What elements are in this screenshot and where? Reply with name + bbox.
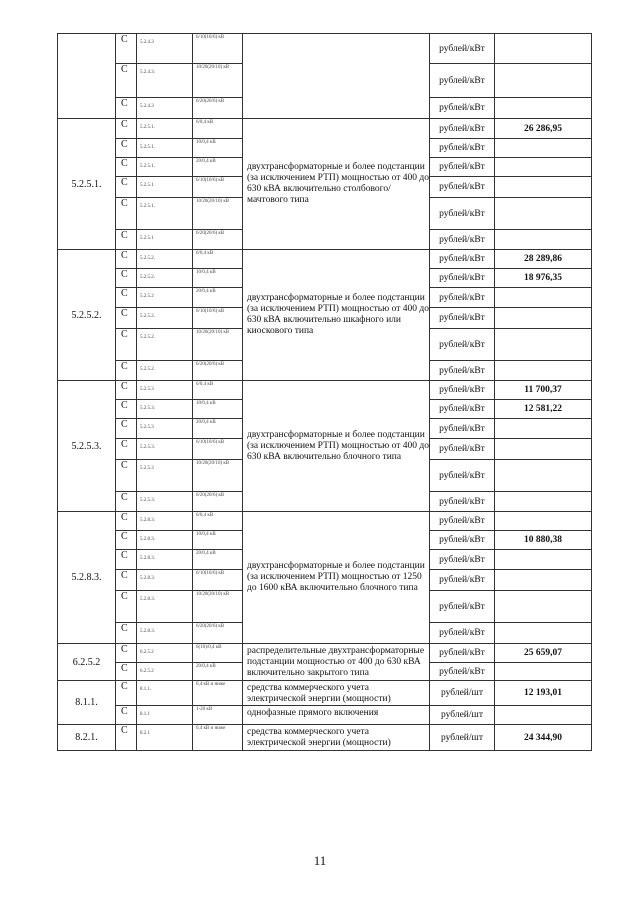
sub-code: 5.2.8.3. (137, 550, 193, 570)
voltage-level: 20/0,4 кВ (193, 158, 243, 177)
sub-code: 8.1.1. (137, 681, 193, 706)
voltage-level: 6(10)/0,4 кВ (193, 644, 243, 663)
unit-label: рублей/шт (430, 681, 495, 706)
voltage-level: 6/10(10/6) кВ (193, 570, 243, 591)
sub-code: 5.2.5.1 (137, 177, 193, 198)
category-prefix: C (116, 34, 137, 64)
tariff-value (495, 570, 592, 591)
tariff-value (495, 550, 592, 570)
voltage-level: 6/10(10/6) кВ (193, 34, 243, 64)
row-group-number: 5.2.5.3. (58, 381, 116, 512)
unit-label: рублей/шт (430, 725, 495, 751)
unit-label: рублей/кВт (430, 230, 495, 250)
sub-code: 5.2.5.1. (137, 198, 193, 230)
category-prefix: C (116, 460, 137, 492)
category-prefix: C (116, 531, 137, 550)
table-row (58, 644, 592, 663)
sub-code: 5.2.5.3. (137, 400, 193, 419)
tariff-value: 24 344,90 (495, 725, 592, 751)
row-group-number: 5.2.8.3. (58, 512, 116, 644)
sub-code: 5.2.4.3 (137, 34, 193, 64)
voltage-level: 10/0,4 кВ (193, 269, 243, 288)
voltage-level: 6/10(10/6) кВ (193, 439, 243, 460)
table-row (58, 725, 592, 751)
voltage-level: 10/20(20/10) кВ (193, 329, 243, 361)
sub-code: 5.2.5.1. (137, 139, 193, 158)
category-prefix: C (116, 177, 137, 198)
voltage-level: 0,4 кВ и ниже (193, 725, 243, 751)
unit-label: рублей/кВт (430, 623, 495, 644)
row-description: однофазные прямого включения (243, 706, 430, 725)
sub-code: 8.1.1 (137, 706, 193, 725)
unit-label: рублей/кВт (430, 361, 495, 381)
group-description: двухтрансформаторные и более подстанции (за исключением РТП) мощностью от 400 до 630 кВА включительно столбового/мачтового типа (243, 119, 430, 250)
unit-label: рублей/кВт (430, 570, 495, 591)
unit-label: рублей/кВт (430, 34, 495, 64)
sub-code: 5.2.5.2. (137, 269, 193, 288)
voltage-level: 20/0,4 кВ (193, 419, 243, 439)
group-description: двухтрансформаторные и более подстанции (за исключением РТП) мощностью от 400 до 630 кВА включительно блочного типа (243, 381, 430, 512)
sub-code: 5.2.5.2. (137, 308, 193, 329)
category-prefix: C (116, 64, 137, 98)
voltage-level: 10/20(20/10) кВ (193, 198, 243, 230)
unit-label: рублей/кВт (430, 308, 495, 329)
tariff-value (495, 198, 592, 230)
voltage-level: 6/20(20/6) кВ (193, 230, 243, 250)
sub-code: 5.2.8.3. (137, 623, 193, 644)
tariff-value: 25 659,07 (495, 644, 592, 663)
unit-label: рублей/кВт (430, 531, 495, 550)
sub-code: 5.2.5.3 (137, 381, 193, 400)
category-prefix: C (116, 269, 137, 288)
tariff-value: 18 976,35 (495, 269, 592, 288)
tariff-value (495, 230, 592, 250)
unit-label: рублей/кВт (430, 419, 495, 439)
row-group-number: 5.2.5.2. (58, 250, 116, 381)
tariff-value: 10 880,38 (495, 531, 592, 550)
row-group-number: 8.1.1. (58, 681, 116, 725)
tariff-value (495, 308, 592, 329)
voltage-level: 20/0,4 кВ (193, 663, 243, 681)
unit-label: рублей/кВт (430, 460, 495, 492)
sub-code: 5.2.5.2 (137, 288, 193, 308)
voltage-level: 10/20(20/10) кВ (193, 460, 243, 492)
category-prefix: C (116, 706, 137, 725)
sub-code: 5.2.5.2. (137, 329, 193, 361)
tariff-value (495, 663, 592, 681)
tariff-table-body (58, 34, 592, 751)
tariff-value (495, 98, 592, 119)
group-description: двухтрансформаторные и более подстанции (за исключением РТП) мощностью от 400 до 630 кВА включительно шкафного или киоскового типа (243, 250, 430, 381)
tariff-value (495, 288, 592, 308)
tariff-value (495, 706, 592, 725)
unit-label: рублей/кВт (430, 381, 495, 400)
voltage-level: 20/0,4 кВ (193, 550, 243, 570)
sub-code: 5.2.5.3. (137, 492, 193, 512)
tariff-value (495, 158, 592, 177)
unit-label: рублей/кВт (430, 119, 495, 139)
unit-label: рублей/кВт (430, 64, 495, 98)
tariff-value (495, 177, 592, 198)
category-prefix: C (116, 139, 137, 158)
tariff-value (495, 64, 592, 98)
sub-code: 5.2.8.3. (137, 512, 193, 531)
category-prefix: C (116, 439, 137, 460)
category-prefix: C (116, 644, 137, 663)
voltage-level: 6/0,4 кВ (193, 381, 243, 400)
category-prefix: C (116, 400, 137, 419)
sub-code: 5.2.4.3. (137, 64, 193, 98)
category-prefix: C (116, 158, 137, 177)
table-row (58, 119, 592, 139)
unit-label: рублей/кВт (430, 139, 495, 158)
category-prefix: C (116, 725, 137, 751)
tariff-value (495, 460, 592, 492)
unit-label: рублей/кВт (430, 644, 495, 663)
tariff-value: 28 289,86 (495, 250, 592, 269)
tariff-value: 12 193,01 (495, 681, 592, 706)
sub-code: 5.2.5.2. (137, 250, 193, 269)
sub-code: 8.2.1 (137, 725, 193, 751)
tariff-value (495, 361, 592, 381)
sub-code: 5.2.8.3. (137, 531, 193, 550)
sub-code: 5.2.8.3. (137, 591, 193, 623)
tariff-value (495, 329, 592, 361)
sub-code: 5.2.8.3. (137, 570, 193, 591)
category-prefix: C (116, 288, 137, 308)
voltage-level: 10/20(20/10) кВ (193, 64, 243, 98)
category-prefix: C (116, 381, 137, 400)
unit-label: рублей/кВт (430, 512, 495, 531)
sub-code: 5.2.5.1. (137, 158, 193, 177)
category-prefix: C (116, 663, 137, 681)
voltage-level: 6/10(10/6) кВ (193, 177, 243, 198)
tariff-value (495, 512, 592, 531)
unit-label: рублей/кВт (430, 177, 495, 198)
unit-label: рублей/кВт (430, 198, 495, 230)
sub-code: 5.2.5.3 (137, 460, 193, 492)
unit-label: рублей/кВт (430, 439, 495, 460)
category-prefix: C (116, 361, 137, 381)
voltage-level: 6/20(20/6) кВ (193, 623, 243, 644)
unit-label: рублей/кВт (430, 269, 495, 288)
voltage-level: 6/20(20/6) кВ (193, 492, 243, 512)
voltage-level: 10/0,4 кВ (193, 531, 243, 550)
voltage-level: 6/0,4 кВ (193, 119, 243, 139)
voltage-level: 0,4 кВ и ниже (193, 681, 243, 706)
unit-label: рублей/кВт (430, 400, 495, 419)
category-prefix: C (116, 419, 137, 439)
row-group-number (58, 34, 116, 119)
category-prefix: C (116, 308, 137, 329)
tariff-value (495, 492, 592, 512)
table-row (58, 706, 592, 725)
tariff-value: 11 700,37 (495, 381, 592, 400)
table-row (58, 381, 592, 400)
category-prefix: C (116, 512, 137, 531)
category-prefix: C (116, 198, 137, 230)
table-row (58, 681, 592, 706)
row-group-number: 6.2.5.2 (58, 644, 116, 681)
voltage-level: 6/20(20/6) кВ (193, 98, 243, 119)
unit-label: рублей/кВт (430, 288, 495, 308)
unit-label: рублей/кВт (430, 158, 495, 177)
category-prefix: C (116, 119, 137, 139)
row-group-number: 5.2.5.1. (58, 119, 116, 250)
unit-label: рублей/шт (430, 706, 495, 725)
unit-label: рублей/кВт (430, 550, 495, 570)
category-prefix: C (116, 550, 137, 570)
unit-label: рублей/кВт (430, 98, 495, 119)
sub-code: 5.2.5.2. (137, 361, 193, 381)
tariff-value (495, 623, 592, 644)
voltage-level: 10/20(20/10) кВ (193, 591, 243, 623)
group-description (243, 34, 430, 119)
voltage-level: 6/10(10/6) кВ (193, 308, 243, 329)
table-row (58, 512, 592, 531)
group-description: распределительные двухтрансформаторные подстанции мощностью от 400 до 630 кВА включительно закрытого типа (243, 644, 430, 681)
voltage-level: 1-20 кВ (193, 706, 243, 725)
row-description: средства коммерческого учета электрической энергии (мощности) (243, 725, 430, 751)
sub-code: 6.2.5.2 (137, 644, 193, 663)
category-prefix: C (116, 230, 137, 250)
category-prefix: C (116, 591, 137, 623)
tariff-value (495, 591, 592, 623)
sub-code: 5.2.5.3. (137, 439, 193, 460)
unit-label: рублей/кВт (430, 250, 495, 269)
page-number: 11 (313, 853, 327, 868)
row-group-number: 8.2.1. (58, 725, 116, 751)
tariff-value (495, 34, 592, 64)
tariff-value (495, 139, 592, 158)
table-row (58, 34, 592, 64)
unit-label: рублей/кВт (430, 492, 495, 512)
group-description: двухтрансформаторные и более подстанции (за исключением РТП) мощностью от 1250 до 1600 кВА включительно блочного типа (243, 512, 430, 644)
sub-code: 5.2.4.3 (137, 98, 193, 119)
category-prefix: C (116, 681, 137, 706)
tariff-value: 12 581,22 (495, 400, 592, 419)
tariff-value (495, 439, 592, 460)
voltage-level: 6/0,4 кВ (193, 512, 243, 531)
sub-code: 5.2.5.3 (137, 419, 193, 439)
tariff-table (57, 33, 592, 751)
voltage-level: 6/0,4 кВ (193, 250, 243, 269)
tariff-value: 26 286,95 (495, 119, 592, 139)
voltage-level: 6/20(20/6) кВ (193, 361, 243, 381)
sub-code: 6.2.5.2 (137, 663, 193, 681)
unit-label: рублей/кВт (430, 591, 495, 623)
voltage-level: 10/0,4 кВ (193, 400, 243, 419)
voltage-level: 20/0,4 кВ (193, 288, 243, 308)
category-prefix: C (116, 570, 137, 591)
tariff-value (495, 419, 592, 439)
sub-code: 5.2.5.1 (137, 230, 193, 250)
unit-label: рублей/кВт (430, 663, 495, 681)
sub-code: 5.2.5.1. (137, 119, 193, 139)
unit-label: рублей/кВт (430, 329, 495, 361)
category-prefix: C (116, 98, 137, 119)
category-prefix: C (116, 623, 137, 644)
table-row (58, 250, 592, 269)
row-description: средства коммерческого учета электрической энергии (мощности) (243, 681, 430, 706)
category-prefix: C (116, 250, 137, 269)
category-prefix: C (116, 492, 137, 512)
voltage-level: 10/0,4 кВ (193, 139, 243, 158)
category-prefix: C (116, 329, 137, 361)
